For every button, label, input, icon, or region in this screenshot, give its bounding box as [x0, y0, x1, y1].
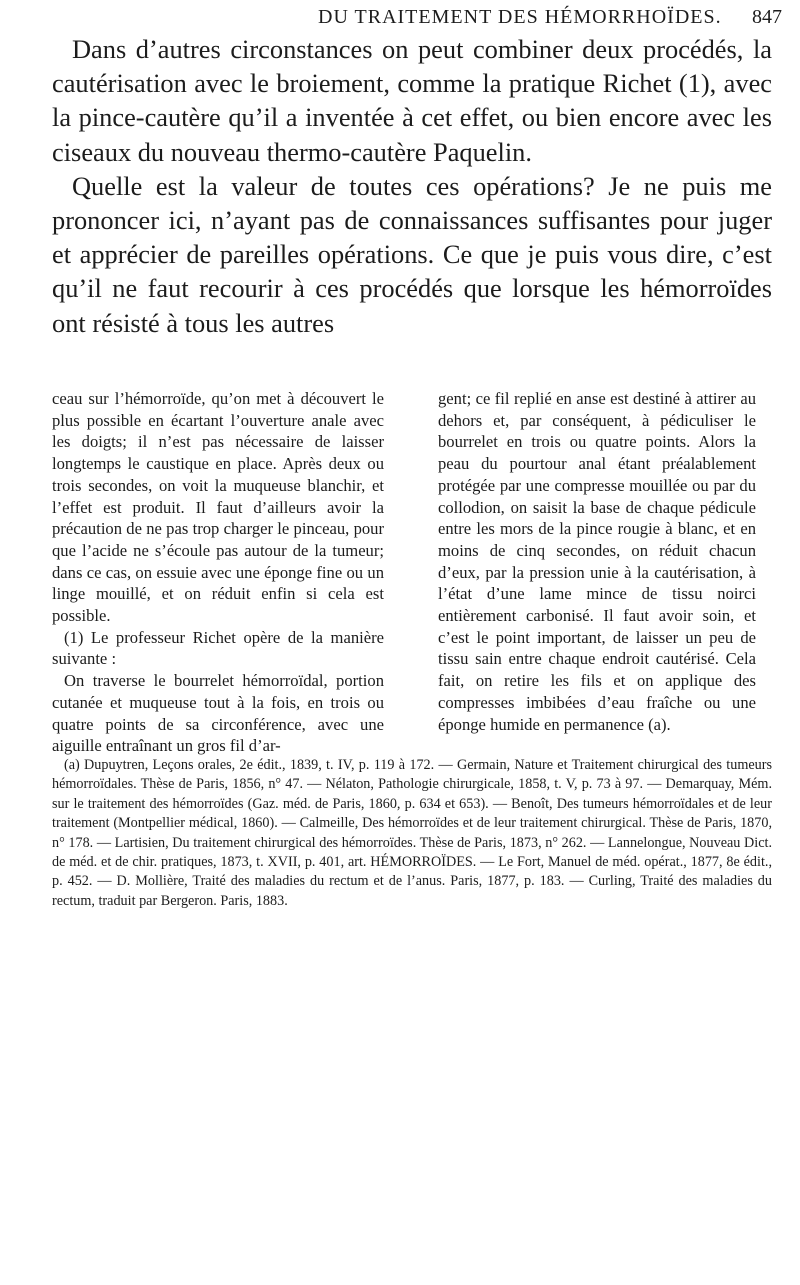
main-paragraph-2: Quelle est la valeur de toutes ces opérations? Je ne puis me prononcer ici, n’ayant pas de connaissances suffisantes pour juger et apprécier de pareilles opérations. Ce que je puis vous dire, c’est qu’il ne faut recourir à ces procédés que lorsque les hémorroïdes ont résisté à tous les autres [52, 170, 772, 338]
main-text [52, 32, 772, 340]
left-column-paragraph-3: On traverse le bourrelet hémorroïdal, portion cutanée et muqueuse tout à la fois, en trois ou quatre points de sa circonférence, avec une aiguille entraînant un gros fil d’ar- [52, 671, 384, 756]
left-column-paragraph-1: ceau sur l’hémorroïde, qu’on met à découvert le plus possible en écartant l’ouverture anale avec les doigts; il n’est pas nécessaire de laisser longtemps le caustique en place. Après deux ou trois secondes, on voit la muqueuse blanchir, et l’effet est produit. Il faut d’ailleurs avoir la précaution de ne pas trop charger le pinceau, pour que l’acide ne s’écoule pas autour de la tumeur; dans ce cas, on essuie avec une éponge fine ou un linge mouillé, et on réduit enfin si cela est possible. [52, 389, 384, 626]
left-column [52, 388, 384, 757]
running-head [0, 6, 800, 32]
main-paragraph-1: Dans d’autres circonstances on peut combiner deux procédés, la cautérisation avec le broiement, comme la pratique Richet (1), avec la pince-cautère qu’il a inventée à cet effet, ou bien encore avec les ciseaux du nouveau thermo-cautère Paquelin. [52, 34, 772, 167]
two-column-text [52, 388, 772, 756]
footnote-1-intro: (1) Le professeur Richet opère de la manière suivante : [52, 627, 384, 669]
running-title: DU TRAITEMENT DES HÉMORRHOÏDES. [318, 6, 722, 28]
right-column-paragraph-1: gent; ce fil replié en anse est destiné à attirer au dehors et, par conséquent, à pédiculiser le bourrelet en trois ou quatre points. Alors la peau du pourtour anal étant préalablement protégée par une compresse mouillée ou par du collodion, on saisit la base de chaque pédicule entre les mors de la pince rougie à blanc, et en moins de cinq secondes, on réduit chacun d’eux, par la pression unie à la cautérisation, à l’état d’une lame mince de tissu noirci entièrement carbonisé. Il faut avoir soin, et c’est le point important, de laisser un peu de tissu sain entre chaque endroit cautérisé. Cela fait, on retire les fils et on applique des compresses imbibées d’eau fraîche ou une éponge humide en permanence (a). [438, 389, 756, 734]
page-number: 847 [752, 6, 782, 28]
footnote-block [52, 756, 772, 911]
right-column [438, 388, 756, 735]
footnote-a: (a) Dupuytren, Leçons orales, 2e édit., 1839, t. IV, p. 119 à 172. — Germain, Nature et Traitement chirurgical des tumeurs hémorroïdales. Thèse de Paris, 1856, n° 47. — Nélaton, Pathologie chirurgicale, 1858, t. V, p. 73 à 97. — Demarquay, Mém. sur le traitement des hémorroïdes (Gaz. méd. de Paris, 1860, p. 634 et 653). — Benoît, Des tumeurs hémorroïdales et de leur traitement (Montpellier médical, 1860). — Calmeille, Des hémorroïdes et de leur traitement chirurgical. Thèse de Paris, 1870, n° 178. — Lartisien, Du traitement chirurgical des hémorroïdes. Thèse de Paris, 1873, n° 262. — Lannelongue, Nouveau Dict. de méd. et de chir. pratiques, 1873, t. XVII, p. 401, art. HÉMORROÏDES. — Le Fort, Manuel de méd. opérat., 1877, 8e édit., p. 452. — D. Mollière, Traité des maladies du rectum et de l’anus. Paris, 1877, p. 183. — Curling, Traité des maladies du rectum, traduit par Bergeron. Paris, 1883. [52, 757, 772, 909]
